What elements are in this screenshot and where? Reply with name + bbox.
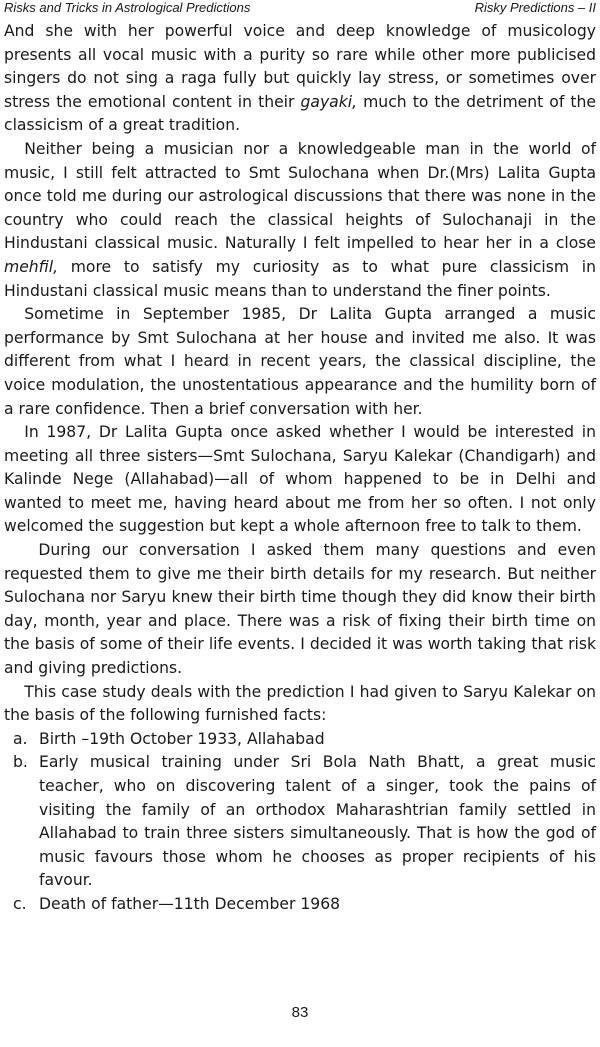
page-number: 83: [291, 1004, 309, 1021]
paragraph-5: During our conversation I asked them many questions and even requested them to give me their birth details for my research. But neither Sulochana nor Saryu knew their birth time though they did know their birth day, month, year and place. There was a risk of fixing their birth time on the basis of some of their life events. I decided it was worth taking that risk and giving predictions.: [4, 541, 596, 678]
list-item: [4, 893, 596, 917]
paragraph-2: Neither being a musician nor a knowledgeable man in the world of music, I still felt attracted to Smt Sulochana when Dr.(Mrs) Lalita Gupta once told me during our astrological discussions that there was none in the country who could reach the classical heights of Sulochanaji in the Hindustani classical music. Naturally I felt impelled to hear her in a close mehfil, more to satisfy my curiosity as to what pure classicism in Hindustani classical music means than to understand the finer points.: [4, 139, 596, 300]
header-book-title: Risks and Tricks in Astrological Predictions: [4, 0, 251, 15]
running-header: [4, 0, 596, 16]
paragraph-4: In 1987, Dr Lalita Gupta once asked whether I would be interested in meeting all three sisters—Smt Sulochana, Saryu Kalekar (Chandigarh) and Kalinde Nege (Allahabad)—all of whom happened to be in Delhi and wanted to meet me, having heard about me from her so often. I not only welcomed the suggestion but kept a whole afternoon free to talk to them.: [4, 423, 596, 536]
header-chapter-title: Risky Predictions – II: [474, 0, 596, 15]
list-marker: b.: [13, 753, 28, 772]
list-item: [4, 751, 596, 893]
list-item-text: Death of father—11th December 1968: [39, 894, 341, 913]
italic-term: mehfil,: [4, 257, 59, 276]
list-marker: c.: [13, 894, 27, 913]
paragraph-1: And she with her powerful voice and deep knowledge of musicology presents all vocal music with a purity so rare while other more publicised singers do not sing a raga fully but quickly lay stress, or sometimes over stress the emotional content in their gayaki, much to the detriment of the classicism of a great tradition.: [4, 22, 596, 135]
paragraph-3: Sometime in September 1985, Dr Lalita Gupta arranged a music performance by Smt Sulochana at her house and invited me also. It was different from what I heard in recent years, the classical discipline, the voice modulation, the unostentatious appearance and the humility born of a rare confidence. Then a brief conversation with her.: [4, 305, 596, 418]
list-marker: a.: [13, 729, 28, 748]
list-item: [4, 728, 596, 752]
paragraph-6: This case study deals with the prediction I had given to Saryu Kalekar on the basis of the following furnished facts:: [4, 682, 596, 725]
list-item-text: Birth –19th October 1933, Allahabad: [39, 729, 325, 748]
italic-term: gayaki,: [300, 92, 358, 111]
page-body: [4, 20, 596, 917]
facts-list: [4, 728, 596, 917]
list-item-text: Early musical training under Sri Bola Nath Bhatt, a great music teacher, who on discovering talent of a singer, took the pains of visiting the family of an orthodox Maharashtrian family settled in Allahabad to train three sisters simultaneously. That is how the god of music favours those whom he chooses as proper recipients of his favour.: [39, 753, 596, 890]
